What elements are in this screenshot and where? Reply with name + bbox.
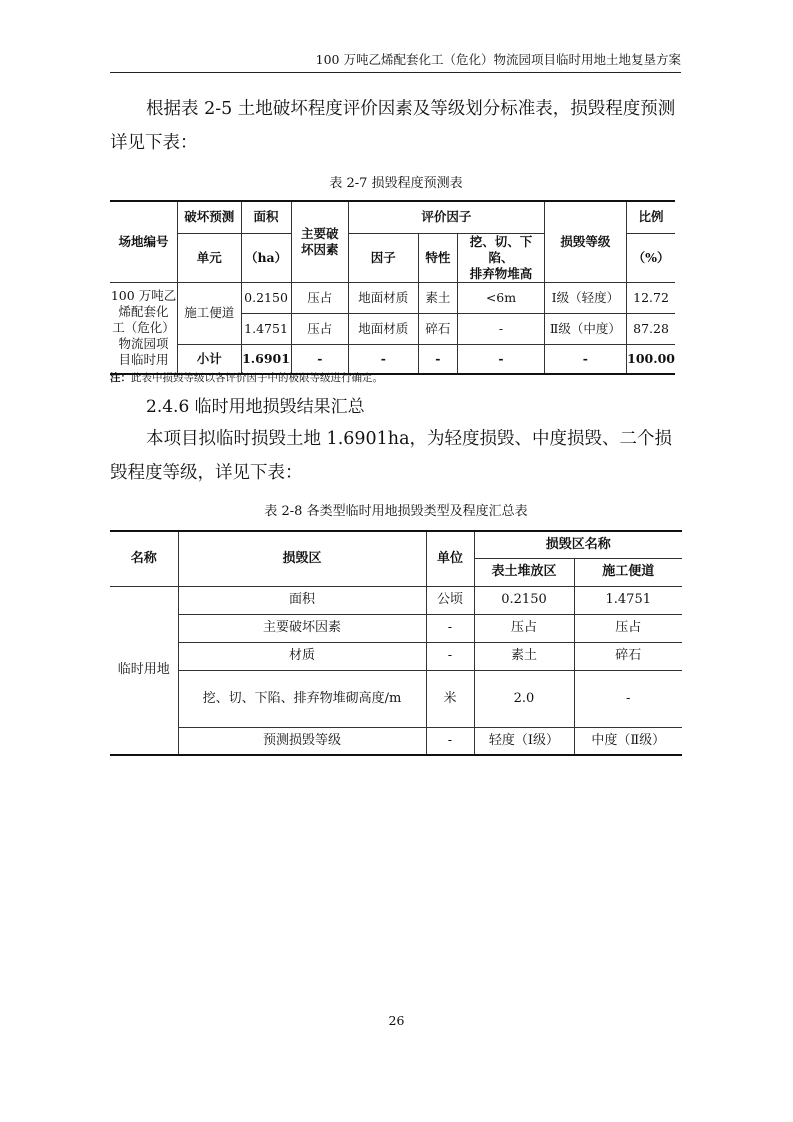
t2-header-unit: 单位 [426,531,474,586]
header-dig-line1: 挖、切、下陷、 [469,233,533,265]
t2-row-v1: 轻度（Ⅰ级） [474,727,574,755]
subtotal-ratio: 100.00 [627,344,675,374]
t2-row-v1: 素土 [474,642,574,670]
page-number: 26 [388,1013,405,1028]
subtotal-property: - [418,344,458,374]
subtotal-height: - [458,344,544,374]
note-text: 此表中损毁等级以各评价因子中的极限等级进行确定。 [131,372,383,384]
header-factor: 因子 [349,233,418,282]
site-name-line: 物流园项 [118,335,169,351]
header-eval-factor: 评价因子 [349,201,545,233]
site-name-line: 烯配套化 [118,303,169,319]
t2-row-item: 面积 [178,586,426,614]
site-name-line: 100 万吨乙 [110,287,177,303]
header-main-factor-line2: 坏因素 [301,241,339,257]
row2-factor: 压占 [291,313,349,344]
header-area-top: 面积 [241,201,291,233]
header-damage-level: 损毁等级 [544,201,626,282]
t2-header-zone: 损毁区 [178,531,426,586]
t2-row-v1: 压占 [474,614,574,642]
section-heading [146,392,365,417]
t2-row-v2: 压占 [574,614,682,642]
row1-material: 地面材质 [349,282,418,313]
t2-header-col2: 施工便道 [574,558,682,586]
damage-summary-table [110,530,682,756]
t2-row-v2: 1.4751 [574,586,682,614]
subtotal-area: 1.6901 [241,344,291,374]
site-name-line: 工（危化） [112,319,175,335]
t2-row-v2: 中度（Ⅱ级） [574,727,682,755]
row2-material: 地面材质 [349,313,418,344]
row1-property: 素土 [418,282,458,313]
t2-row-v2: - [574,670,682,727]
row2-height: - [458,313,544,344]
t2-row-unit: - [426,642,474,670]
intro-paragraph: 根据表 2-5 土地破坏程度评价因素及等级划分标准表，损毁程度预测详见下表： [110,99,676,153]
subtotal-factor: - [291,344,349,374]
header-unit-bottom: 单元 [178,233,241,282]
note-label: 注： [110,372,131,384]
table2-caption: 表 2-8 各类型临时用地损毁类型及程度汇总表 [264,504,528,519]
t2-row-unit: - [426,614,474,642]
subtotal-label: 小计 [178,344,241,374]
header-dig-line2: 排弃物堆高 [469,265,533,281]
row2-level: Ⅱ级（中度） [544,313,626,344]
header-area-bottom: （ha） [241,233,291,282]
row1-height: <6m [458,282,544,313]
t2-row-item: 挖、切、下陷、排弃物堆砌高度/m [178,670,426,727]
site-name-line: 目临时用 [118,351,169,367]
t2-row-unit: 米 [426,670,474,727]
site-name-cell [110,282,178,374]
damage-prediction-table [110,200,675,375]
header-property: 特性 [418,233,458,282]
header-unit-top: 破坏预测 [178,201,241,233]
t2-row-unit: 公顷 [426,586,474,614]
t2-group-label: 临时用地 [110,586,178,755]
t2-row-item: 预测损毁等级 [178,727,426,755]
row1-factor: 压占 [291,282,349,313]
summary-paragraph: 本项目拟临时损毁土地 1.6901ha，为轻度损毁、中度损毁、二个损毁程度等级，详见下表： [110,429,672,483]
row1-ratio: 12.72 [627,282,675,313]
t2-row-item: 材质 [178,642,426,670]
t2-header-col1: 表土堆放区 [474,558,574,586]
header-main-factor [291,201,349,282]
table1-note [110,370,383,385]
section-title: 临时用地损毁结果汇总 [194,397,365,417]
header-dig-height [458,233,544,282]
subtotal-material: - [349,344,418,374]
row2-ratio: 87.28 [627,313,675,344]
t2-row-v1: 0.2150 [474,586,574,614]
subtotal-level: - [544,344,626,374]
header-site-no: 场地编号 [110,201,178,282]
t2-header-zone-name: 损毁区名称 [474,531,682,558]
section-number: 2.4.6 [146,397,190,417]
header-main-factor-line1: 主要破 [301,225,339,241]
header-ratio-bottom: （%） [627,233,675,282]
table1-caption: 表 2-7 损毁程度预测表 [329,176,463,191]
unit-name-cell: 施工便道 [178,282,241,344]
t2-row-v2: 碎石 [574,642,682,670]
row1-level: Ⅰ级（轻度） [544,282,626,313]
header-ratio-top: 比例 [627,201,675,233]
row2-property: 碎石 [418,313,458,344]
row1-area: 0.2150 [241,282,291,313]
row2-area: 1.4751 [241,313,291,344]
t2-row-item: 主要破坏因素 [178,614,426,642]
page-header: 100 万吨乙烯配套化工（危化）物流园项目临时用地土地复垦方案 [110,50,681,73]
t2-header-name: 名称 [110,531,178,586]
t2-row-v1: 2.0 [474,670,574,727]
t2-row-unit: - [426,727,474,755]
